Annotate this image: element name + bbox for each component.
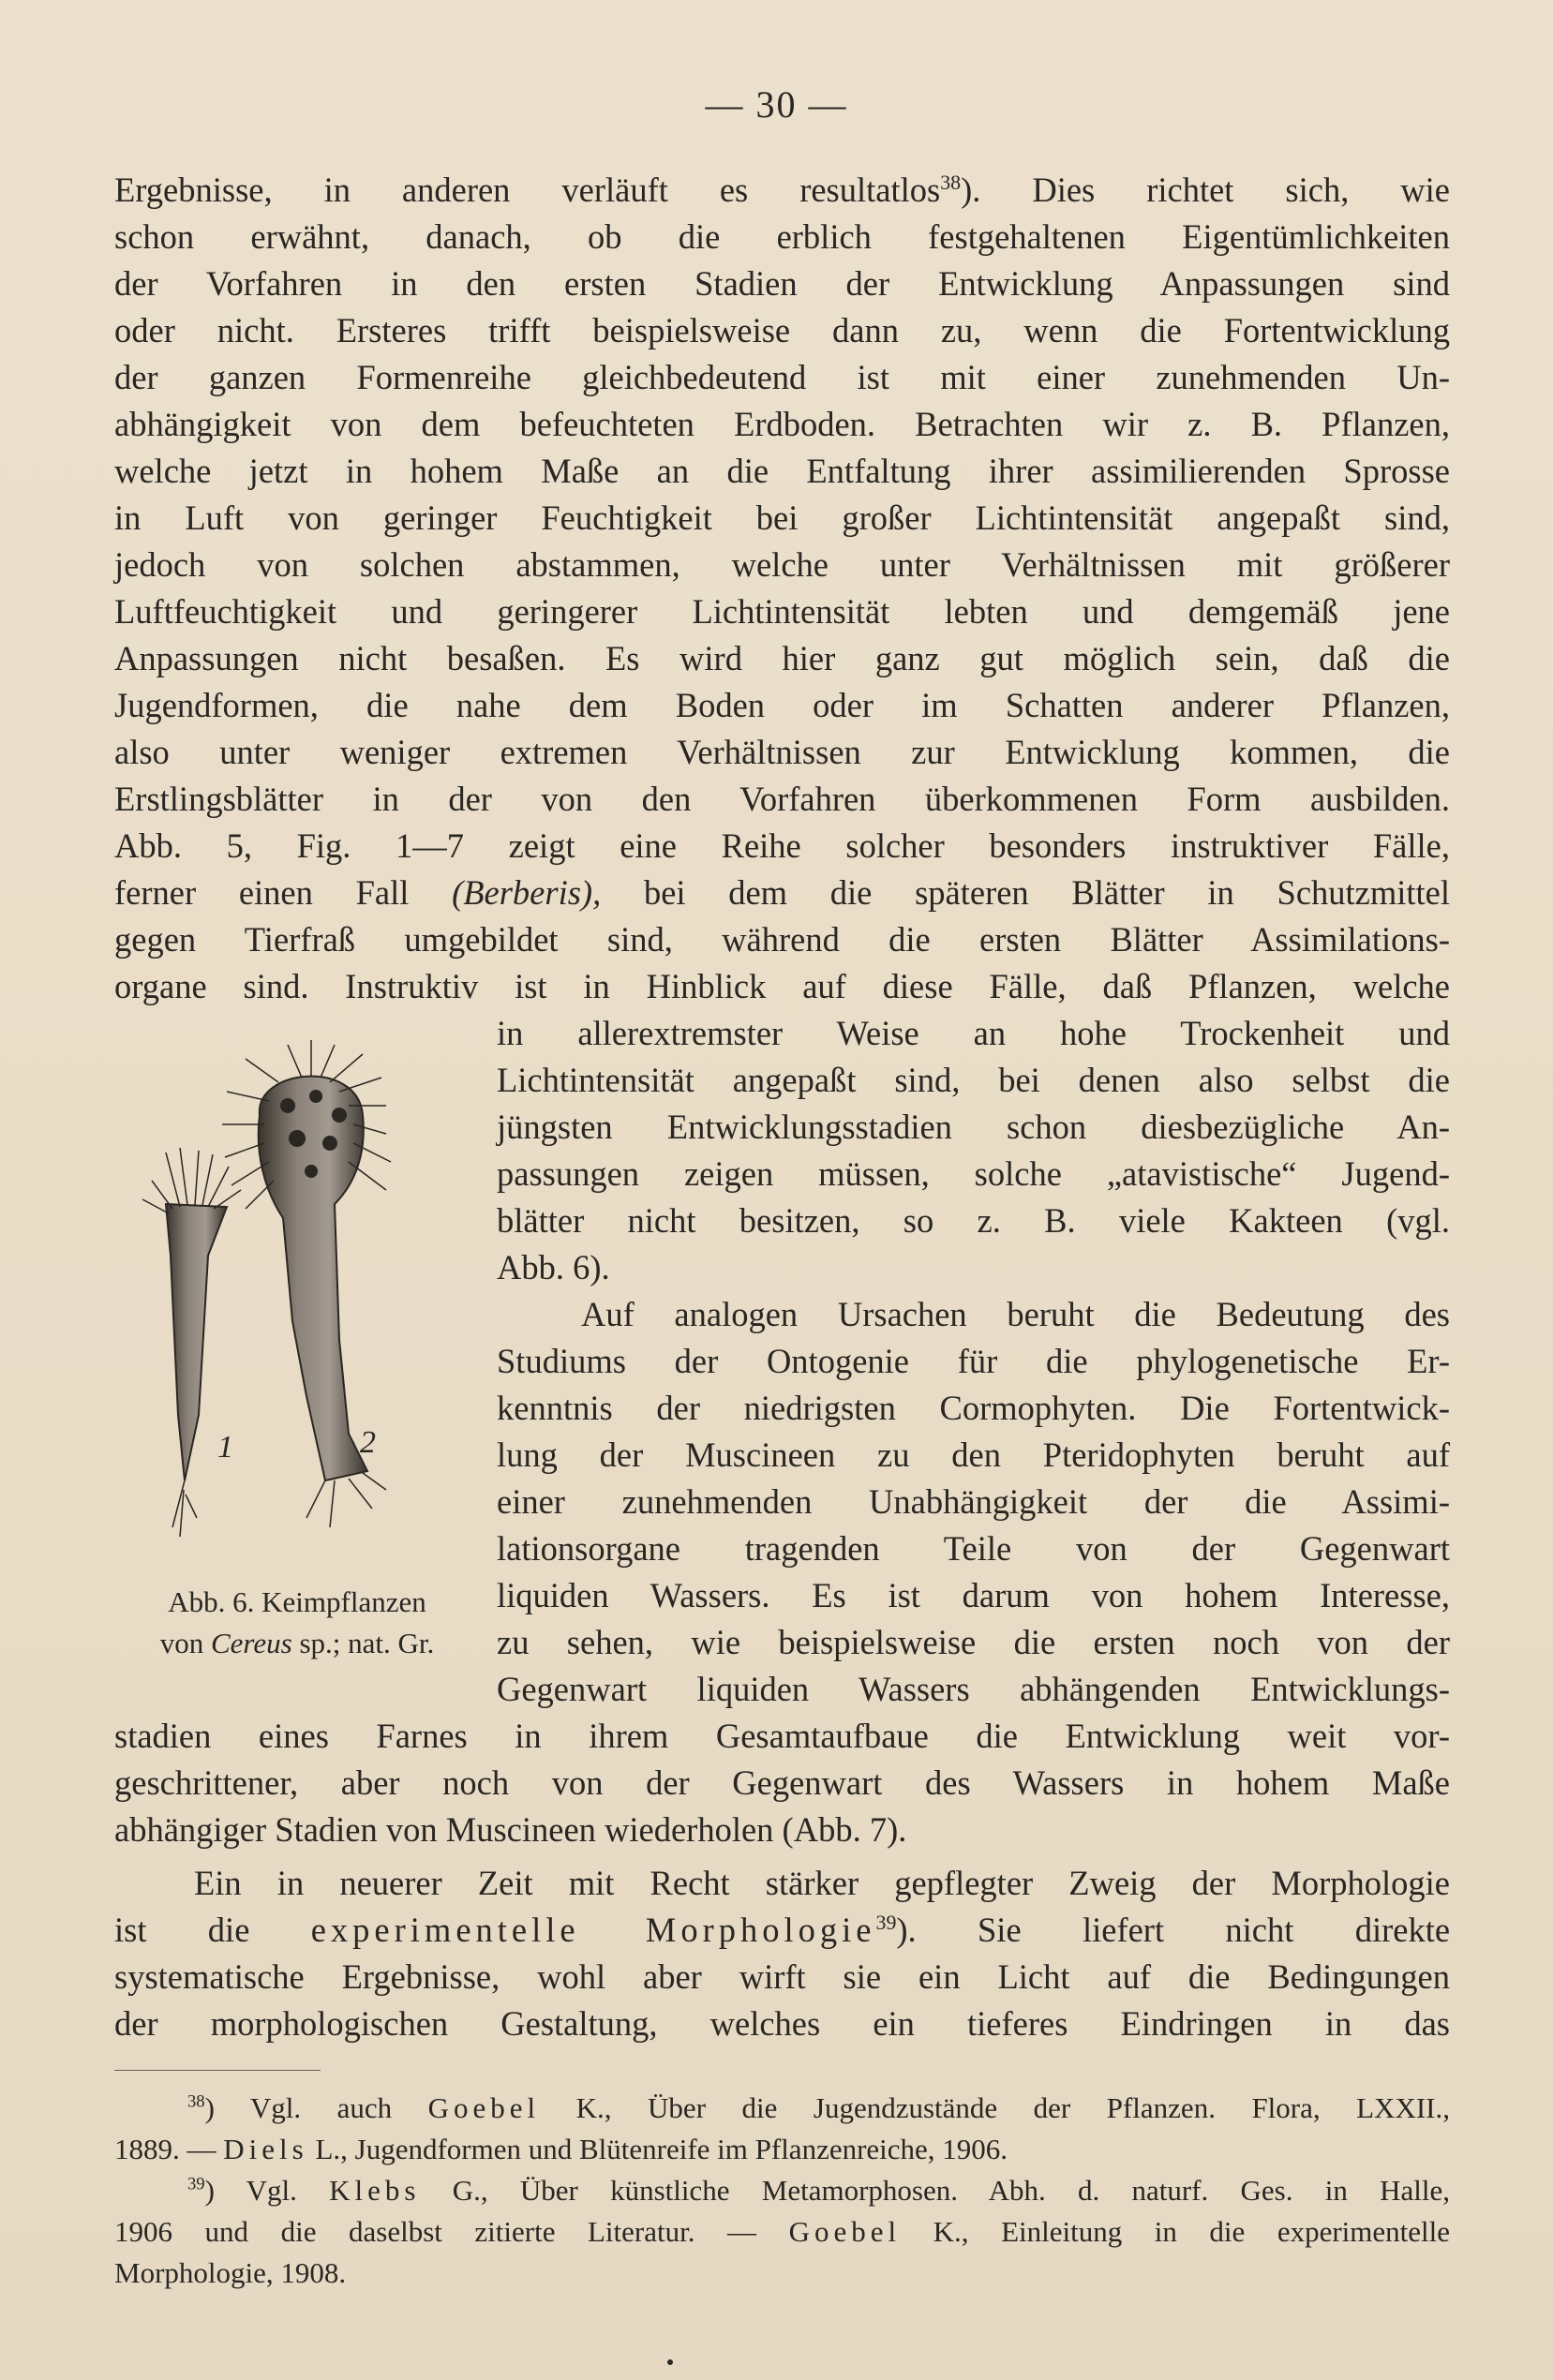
text-line: in allerextremster Weise an hohe Trockenheit und: [497, 1014, 1450, 1052]
print-speck: [667, 2359, 673, 2365]
text-line: oder nicht. Ersteres trifft beispielsweise dann zu, wenn die Fortentwicklung: [114, 311, 1450, 350]
text-line: der ganzen Formenreihe gleichbedeutend ist mit einer zunehmenden Un-: [114, 358, 1450, 396]
footnote-38-line1: $^{38}$) Vgl. auch Goebel K., Über die Jugendzustände der Pflanzen. Flora, LXXII.,: [187, 2091, 1450, 2124]
text-line: geschrittener, aber noch von der Gegenwart des Wassers in hohem Maße: [114, 1763, 1450, 1802]
text-line: einer zunehmenden Unabhängigkeit der die Assimi-: [497, 1482, 1450, 1521]
footnote-39-line2: 1906 und die daselbst zitierte Literatur. — Goebel K., Einleitung in die experimentelle: [114, 2215, 1451, 2248]
figure-caption-line1: Abb. 6. Keimpflanzen: [168, 1585, 426, 1618]
footnote-39-line1: $^{39}$) Vgl. Klebs G., Über künstliche Metamorphosen. Abh. d. naturf. Ges. in Halle,: [187, 2174, 1450, 2207]
footnote-38-line2: 1889. — Diels L., Jugendformen und Blütenreife im Pflanzenreiche, 1906.: [114, 2133, 1008, 2165]
text-line: stadien eines Farnes in ihrem Gesamtaufbaue die Entwicklung weit vor-: [114, 1717, 1450, 1755]
text-line: Ergebnisse, in anderen verläuft es resultatlos$^{38}$). Dies richtet sich, wie: [114, 170, 1450, 209]
text-line: ist die experimentelle Morphologie$^{39}$). Sie liefert nicht direkte: [114, 1910, 1451, 1949]
text-line: jedoch von solchen abstammen, welche unter Verhältnissen mit größerer: [114, 545, 1450, 584]
text-line: Abb. 5, Fig. 1—7 zeigt eine Reihe solcher besonders instruktiver Fälle,: [114, 826, 1450, 865]
text-line: Jugendformen, die nahe dem Boden oder im Schatten anderer Pflanzen,: [114, 686, 1450, 724]
seedling-2-drawing: [222, 1040, 391, 1527]
text-line: Studiums der Ontogenie für die phylogenetische Er-: [497, 1342, 1450, 1380]
text-line: blätter nicht besitzen, so z. B. viele Kakteen (vgl.: [497, 1201, 1450, 1240]
text-line: systematische Ergebnisse, wohl aber wirft sie ein Licht auf die Bedingungen: [114, 1957, 1450, 1996]
text-line: passungen zeigen müssen, solche „atavistische“ Jugend-: [497, 1154, 1450, 1193]
text-line: in Luft von geringer Feuchtigkeit bei großer Lichtintensität angepaßt sind,: [114, 498, 1450, 537]
text-line: Auf analogen Ursachen beruht die Bedeutung des: [581, 1295, 1450, 1333]
text-line: Ein in neuerer Zeit mit Recht stärker gepflegter Zweig der Morphologie: [194, 1864, 1450, 1902]
footnote-ref: 38: [940, 170, 962, 194]
text-line: liquiden Wassers. Es ist darum von hohem Interesse,: [497, 1576, 1450, 1614]
text-line: Luftfeuchtigkeit und geringerer Lichtintensität lebten und demgemäß jene: [114, 592, 1450, 631]
label-2: 2: [360, 1425, 376, 1460]
text-line: lung der Muscineen zu den Pteridophyten beruht auf: [497, 1435, 1450, 1474]
text-line: lationsorgane tragenden Teile von der Gegenwart: [497, 1529, 1450, 1568]
text-line: Erstlingsblätter in der von den Vorfahren überkommenen Form ausbilden.: [114, 780, 1450, 818]
text-line: schon erwähnt, danach, ob die erblich festgehaltenen Eigentümlichkeiten: [114, 217, 1450, 256]
footnote-39-line3: Morphologie, 1908.: [114, 2256, 347, 2289]
text-line: Abb. 6).: [497, 1248, 610, 1287]
footnote-ref: 39: [875, 1910, 897, 1934]
text-line: zu sehen, wie beispielsweise die ersten noch von der: [497, 1623, 1450, 1661]
seedling-1-drawing: [142, 1148, 241, 1537]
text-line: abhängiger Stadien von Muscineen wiederholen (Abb. 7).: [114, 1810, 907, 1849]
text-line: Gegenwart liquiden Wassers abhängenden Entwicklungs-: [497, 1670, 1450, 1708]
page-number: — 30 —: [705, 83, 848, 126]
cereus-seedlings-illustration: [114, 1040, 480, 1602]
figure-caption-line2: von Cereus sp.; nat. Gr.: [159, 1627, 435, 1659]
text-line: Anpassungen nicht besaßen. Es wird hier ganz gut möglich sein, daß die: [114, 639, 1450, 677]
footnote-rule: [114, 2070, 321, 2071]
text-line: abhängigkeit von dem befeuchteten Erdboden. Betrachten wir z. B. Pflanzen,: [114, 405, 1450, 443]
text-line: jüngsten Entwicklungsstadien schon diesbezügliche An-: [497, 1108, 1450, 1146]
text-line: Lichtintensität angepaßt sind, bei denen also selbst die: [497, 1061, 1450, 1099]
text-line: also unter weniger extremen Verhältnissen zur Entwicklung kommen, die: [114, 733, 1450, 771]
text-line: der Vorfahren in den ersten Stadien der Entwicklung Anpassungen sind: [114, 264, 1450, 303]
text-line: ferner einen Fall (Berberis), bei dem die späteren Blätter in Schutzmittel: [114, 873, 1451, 912]
text-line: der morphologischen Gestaltung, welches ein tieferes Eindringen in das: [114, 2004, 1450, 2043]
label-1: 1: [217, 1430, 233, 1465]
text-line: kenntnis der niedrigsten Cormophyten. Die Fortentwick-: [497, 1389, 1450, 1427]
text-line: organe sind. Instruktiv ist in Hinblick auf diese Fälle, daß Pflanzen, welche: [114, 967, 1450, 1005]
text-line: gegen Tierfraß umgebildet sind, während die ersten Blätter Assimilations-: [114, 920, 1450, 959]
text-line: welche jetzt in hohem Maße an die Entfaltung ihrer assimilierenden Sprosse: [114, 452, 1450, 490]
